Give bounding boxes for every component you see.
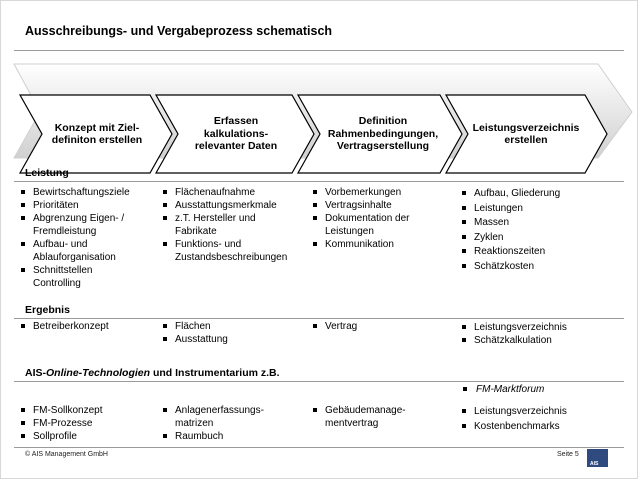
leistung-col-2: [162, 186, 302, 264]
footer-divider: [14, 447, 624, 448]
bullet-icon: [463, 387, 467, 391]
ergebnis-col-1: [20, 320, 145, 333]
list-item: Flächen: [162, 320, 302, 333]
list-item: Anlagenerfassungs-matrizen: [162, 404, 275, 430]
leistung-col-3: [312, 186, 442, 251]
list-item: Prioritäten: [20, 199, 145, 212]
list-item: z.T. Hersteller und Fabrikate: [162, 212, 280, 238]
list-item: Vertrag: [312, 320, 442, 333]
step-1-label: Konzept mit Ziel- definiton erstellen: [51, 121, 143, 146]
footer-copyright: © AIS Management GmbH: [25, 451, 108, 458]
list-item: Funktions- und Zustandsbeschreibungen: [162, 238, 295, 264]
tech-col-2: [162, 404, 282, 443]
list-item: Aufbau, Gliederung: [461, 187, 611, 200]
list-item: Bewirtschaftungsziele: [20, 186, 145, 199]
list-item: Ausstattungsmerkmale: [162, 199, 302, 212]
technologies-divider: [14, 381, 624, 382]
step-4-label: Leistungsverzeichnis erstellen: [472, 121, 580, 146]
list-item: Kostenbenchmarks: [461, 420, 611, 433]
list-item: Flächenaufnahme: [162, 186, 302, 199]
ergebnis-divider: [14, 318, 624, 319]
tech-col-1: [20, 404, 145, 443]
list-item: Ausstattung: [162, 333, 302, 346]
list-item: Schnittstellen Controlling: [20, 264, 123, 290]
leistung-divider: [14, 181, 624, 182]
list-item: Leistungsverzeichnis: [461, 405, 611, 418]
list-item: Vorbemerkungen: [312, 186, 442, 199]
footer-page-number: Seite 5: [557, 451, 579, 458]
list-item: Gebäudemanage-mentvertrag: [312, 404, 413, 430]
tech-col-4: [461, 405, 611, 434]
list-item: Kommunikation: [312, 238, 442, 251]
slide-title: Ausschreibungs- und Vergabeprozess schematisch: [25, 24, 333, 38]
list-item: FM-Prozesse: [20, 417, 145, 430]
list-item: Raumbuch: [162, 430, 282, 443]
list-item: Leistungen: [461, 202, 611, 215]
list-item: Dokumentation der Leistungen: [312, 212, 425, 238]
step-3-label: Definition Rahmenbedingungen, Vertragserstellung: [327, 115, 439, 153]
list-item: Aufbau- und Ablauforganisation: [20, 238, 133, 264]
leistung-col-1: [20, 186, 145, 290]
step-2-label: Erfassen kalkulations- relevanter Daten: [194, 115, 278, 153]
leistung-col-4: [461, 187, 611, 274]
ergebnis-col-4: [461, 321, 611, 347]
list-item: Zyklen: [461, 231, 611, 244]
list-item: Leistungsverzeichnis: [461, 321, 611, 334]
list-item: Abgrenzung Eigen- / Fremdleistung: [20, 212, 141, 238]
ergebnis-col-2: [162, 320, 302, 346]
ergebnis-col-3: [312, 320, 442, 333]
section-leistung-heading: Leistung: [25, 167, 69, 179]
tech-col-3: [312, 404, 422, 430]
list-item: Vertragsinhalte: [312, 199, 442, 212]
fm-marktforum-note: FM-Marktforum: [463, 384, 544, 395]
list-item: FM-Sollkonzept: [20, 404, 145, 417]
list-item: Reaktionszeiten: [461, 245, 611, 258]
list-item: Sollprofile: [20, 430, 145, 443]
list-item: Schätzkosten: [461, 260, 611, 273]
list-item: Betreiberkonzept: [20, 320, 145, 333]
section-ergebnis-heading: Ergebnis: [25, 304, 70, 316]
list-item: Schätzkalkulation: [461, 334, 611, 347]
ais-logo-text: AIS: [590, 461, 599, 467]
list-item: Massen: [461, 216, 611, 229]
section-technologies-heading: AIS-Online-Technologien und Instrumentarium z.B.: [25, 367, 280, 379]
